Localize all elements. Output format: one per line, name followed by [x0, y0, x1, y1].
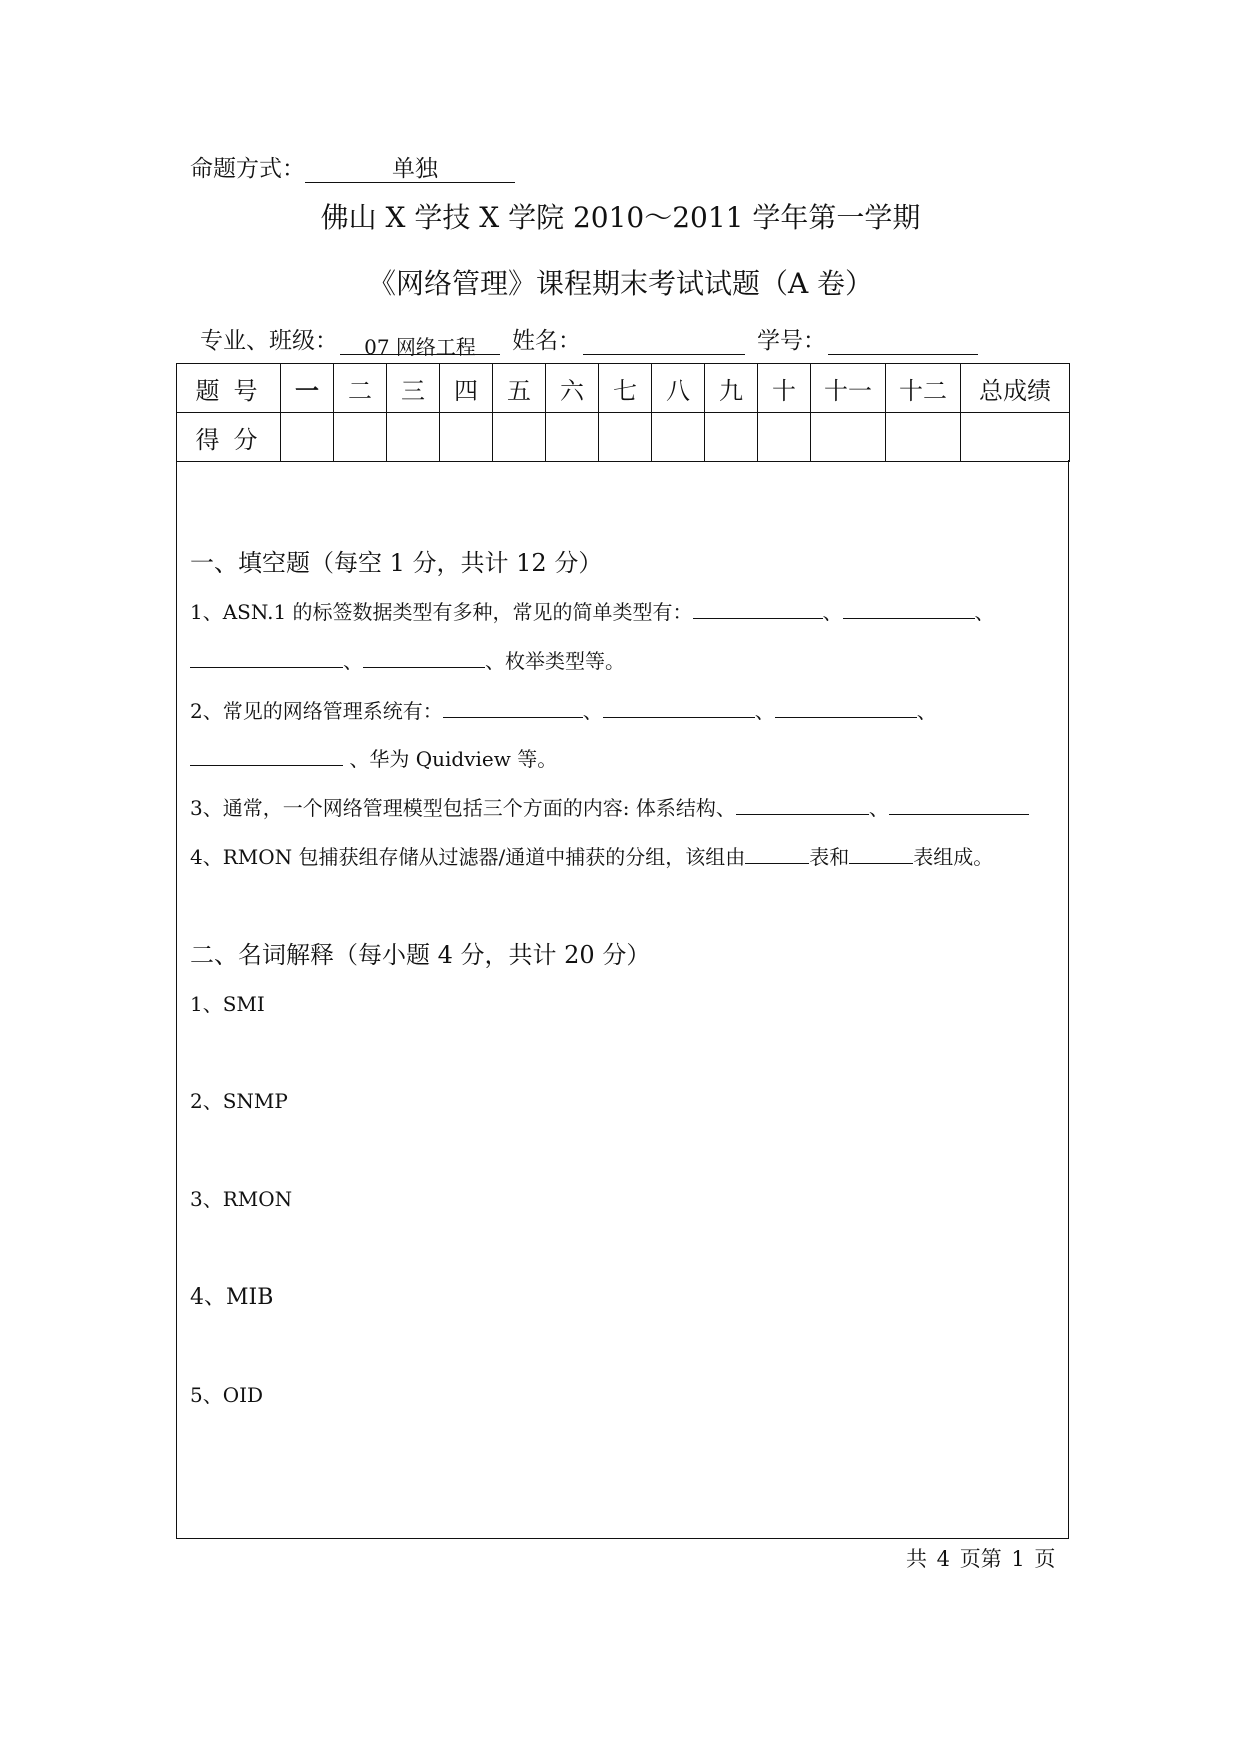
section2-title: 二、名词解释（每小题 4 分，共计 20 分） — [190, 941, 651, 969]
question-3-text: 3、通常，一个网络管理模型包括三个方面的内容: 体系结构、 — [190, 796, 736, 820]
term-item-rmon: 3、RMON — [190, 1187, 293, 1211]
major-label: 专业、班级： — [200, 328, 338, 354]
score-cell[interactable] — [546, 413, 599, 462]
score-table — [176, 363, 1070, 462]
col-header: 一 — [281, 364, 334, 413]
answer-blank[interactable] — [443, 697, 583, 718]
separator: 、 — [916, 699, 937, 723]
question-4-text-end: 表组成。 — [913, 845, 994, 869]
separator: 、 — [868, 796, 889, 820]
question-1-line2 — [190, 645, 625, 674]
major-field[interactable]: 07 网络工程 — [340, 334, 500, 355]
question-1-text-end: 、枚举类型等。 — [485, 649, 625, 673]
page-footer: 共 4 页第 1 页 — [906, 1547, 1056, 1571]
score-cell[interactable] — [705, 413, 758, 462]
score-cell[interactable] — [493, 413, 546, 462]
question-4-text: 4、RMON 包捕获组存储从过滤器/通道中捕获的分组，该组由 — [190, 845, 746, 869]
student-info — [200, 322, 978, 359]
separator: 、 — [582, 699, 603, 723]
answer-blank[interactable] — [363, 647, 485, 668]
score-cell[interactable] — [387, 413, 440, 462]
answer-blank[interactable] — [190, 745, 343, 766]
score-cell-total[interactable] — [961, 413, 1070, 462]
answer-blank[interactable] — [775, 697, 917, 718]
col-header: 四 — [440, 364, 493, 413]
proposition-method — [190, 150, 515, 183]
exam-title-line2: 《网络管理》课程期末考试试题（A 卷） — [367, 267, 874, 300]
col-header: 七 — [599, 364, 652, 413]
question-number-label: 题号 — [177, 364, 281, 413]
question-1-line1 — [190, 596, 995, 625]
answer-blank[interactable] — [745, 843, 809, 864]
score-cell[interactable] — [599, 413, 652, 462]
term-item-smi: 1、SMI — [190, 992, 265, 1016]
question-4 — [190, 841, 993, 870]
score-cell[interactable] — [758, 413, 811, 462]
score-cell[interactable] — [652, 413, 705, 462]
question-3 — [190, 792, 1029, 821]
separator: 、 — [822, 600, 843, 624]
score-row — [177, 413, 1070, 462]
col-header: 十二 — [886, 364, 961, 413]
col-header: 五 — [493, 364, 546, 413]
question-4-text-mid: 表和 — [809, 845, 850, 869]
score-cell[interactable] — [811, 413, 886, 462]
name-field[interactable] — [583, 334, 745, 355]
answer-blank[interactable] — [603, 697, 755, 718]
col-header: 十一 — [811, 364, 886, 413]
question-1-text: 1、ASN.1 的标签数据类型有多种，常见的简单类型有： — [190, 600, 693, 624]
answer-blank[interactable] — [190, 647, 343, 668]
method-value: 单独 — [305, 156, 515, 183]
col-header: 六 — [546, 364, 599, 413]
term-item-mib: 4、MIB — [190, 1285, 274, 1310]
question-number-row — [177, 364, 1070, 413]
method-label: 命题方式： — [190, 156, 305, 182]
score-cell[interactable] — [440, 413, 493, 462]
col-header: 十 — [758, 364, 811, 413]
col-header: 九 — [705, 364, 758, 413]
score-cell[interactable] — [334, 413, 387, 462]
separator: 、 — [343, 649, 363, 673]
question-2-text-end: 、华为 Quidview 等。 — [349, 747, 558, 771]
term-item-oid: 5、OID — [190, 1383, 264, 1407]
student-id-label: 学号： — [757, 328, 826, 354]
col-header: 三 — [387, 364, 440, 413]
student-id-field[interactable] — [828, 334, 978, 355]
answer-blank[interactable] — [849, 843, 913, 864]
answer-blank[interactable] — [693, 598, 823, 619]
separator: 、 — [974, 600, 995, 624]
separator: 、 — [754, 699, 775, 723]
question-2-text: 2、常见的网络管理系统有： — [190, 699, 443, 723]
answer-blank[interactable] — [736, 794, 869, 815]
name-label: 姓名： — [512, 328, 581, 354]
term-item-snmp: 2、SNMP — [190, 1089, 288, 1113]
score-cell[interactable] — [281, 413, 334, 462]
col-header: 二 — [334, 364, 387, 413]
answer-blank[interactable] — [889, 794, 1029, 815]
col-header-total: 总成绩 — [961, 364, 1070, 413]
section1-title: 一、填空题（每空 1 分，共计 12 分） — [190, 549, 603, 577]
question-2-line1 — [190, 695, 937, 724]
exam-title-line1: 佛山 X 学技 X 学院 2010～2011 学年第一学期 — [320, 201, 921, 234]
col-header: 八 — [652, 364, 705, 413]
score-cell[interactable] — [886, 413, 961, 462]
answer-blank[interactable] — [843, 598, 975, 619]
score-label: 得分 — [177, 413, 281, 462]
question-2-line2 — [190, 743, 557, 772]
